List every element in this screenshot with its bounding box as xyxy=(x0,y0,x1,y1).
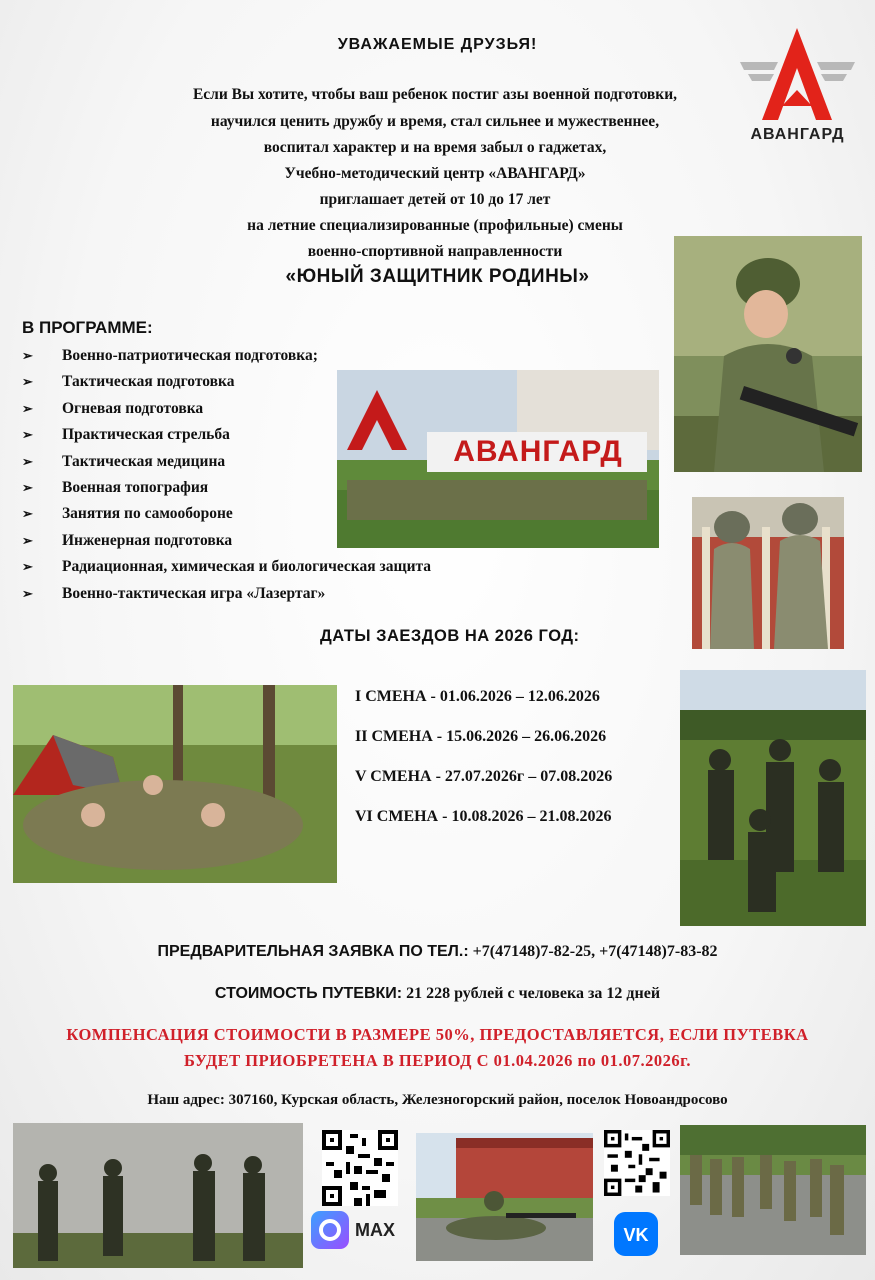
program-item-label: Огневая подготовка xyxy=(62,399,204,417)
bullet-arrow-icon: ➢ xyxy=(22,427,33,443)
cost-value: 21 228 рублей с человека за 12 дней xyxy=(406,985,661,1002)
phone-line xyxy=(0,943,875,961)
program-item xyxy=(22,581,431,607)
compensation-line-2: БУДЕТ ПРИОБРЕТЕНА В ПЕРИОД С 01.04.2026 по 01.07.2026г. xyxy=(184,1051,691,1070)
program-item-label: Военно-патриотическая подготовка; xyxy=(62,347,318,364)
program-item-label: Военно-тактическая игра «Лазертаг» xyxy=(62,584,326,602)
phone-label: ПРЕДВАРИТЕЛЬНАЯ ЗАЯВКА ПО ТЕЛ.: xyxy=(157,943,469,960)
address-line: Наш адрес: 307160, Курская область, Железногорский район, поселок Новоандросово xyxy=(147,1092,728,1108)
intro-line-3: воспитал характер и на время забыл о гаджетах, xyxy=(263,139,607,156)
program-item-label: Инженерная подготовка xyxy=(62,531,233,549)
bullet-arrow-icon: ➢ xyxy=(22,348,33,363)
shift-4: VI СМЕНА - 10.08.2026 – 21.08.2026 xyxy=(355,808,612,825)
program-item xyxy=(22,554,431,580)
program-item-label: Практическая стрельба xyxy=(62,426,230,444)
photo-camp-tent xyxy=(13,685,337,883)
qr-code-vk[interactable] xyxy=(604,1130,670,1196)
bullet-arrow-icon: ➢ xyxy=(22,585,33,601)
max-label: MAX xyxy=(355,1219,395,1240)
phone-numbers[interactable]: +7(47148)7-82-25, +7(47148)7-83-82 xyxy=(472,943,718,960)
shift-3: V СМЕНА - 27.07.2026г – 07.08.2026 xyxy=(355,768,613,785)
photo-soldiers-field xyxy=(680,670,866,926)
max-app-icon xyxy=(311,1211,349,1249)
shift-1: I СМЕНА - 01.06.2026 – 12.06.2026 xyxy=(355,688,600,705)
cost-line xyxy=(0,985,875,1003)
max-app-link[interactable] xyxy=(311,1210,411,1250)
intro-line-2: научился ценить дружбу и время, стал сильнее и мужественнее, xyxy=(210,113,660,130)
bullet-arrow-icon: ➢ xyxy=(22,532,33,548)
program-item-label: Тактическая подготовка xyxy=(62,373,235,391)
qr-code-icon xyxy=(604,1130,670,1196)
vk-app-icon xyxy=(614,1212,658,1256)
bullet-arrow-icon: ➢ xyxy=(22,479,33,495)
program-item-label: Тактическая медицина xyxy=(62,452,226,470)
program-item xyxy=(22,343,431,369)
greeting-heading: УВАЖАЕМЫЕ ДРУЗЬЯ! xyxy=(337,36,538,53)
shift-2: II СМЕНА - 15.06.2026 – 26.06.2026 xyxy=(355,728,607,745)
photo-group-sign xyxy=(337,370,659,548)
vk-label: VK xyxy=(623,1225,649,1245)
bullet-arrow-icon: ➢ xyxy=(22,374,33,390)
qr-code-max[interactable] xyxy=(322,1130,398,1206)
program-item-label: Занятия по самообороне xyxy=(62,505,233,523)
photo-boy-soldier xyxy=(674,236,862,472)
program-item-label: Военная топография xyxy=(62,478,209,496)
photo-gas-masks xyxy=(692,497,844,649)
intro-line-4: Учебно-методический центр «АВАНГАРД» xyxy=(284,165,586,182)
intro-line-7: военно-спортивной направленности xyxy=(307,243,563,260)
sign-text: АВАНГАРД xyxy=(453,435,623,468)
bullet-arrow-icon: ➢ xyxy=(22,506,33,522)
intro-line-1: Если Вы хотите, чтобы ваш ребенок постиг азы военной подготовки, xyxy=(192,86,678,103)
photo-drill-formation xyxy=(680,1125,866,1255)
bullet-arrow-icon: ➢ xyxy=(22,400,33,416)
program-heading: В ПРОГРАММЕ: xyxy=(22,318,153,337)
vk-app-link[interactable] xyxy=(614,1212,658,1256)
bullet-arrow-icon: ➢ xyxy=(22,559,33,575)
logo-text: АВАНГАРД xyxy=(750,126,845,143)
photo-prone-shooting xyxy=(416,1133,593,1261)
program-item-label: Радиационная, химическая и биологическая защита xyxy=(62,558,432,576)
dates-heading: ДАТЫ ЗАЕЗДОВ НА 2026 ГОД: xyxy=(320,627,580,645)
cost-label: СТОИМОСТЬ ПУТЕВКИ: xyxy=(214,985,403,1002)
program-title: «ЮНЫЙ ЗАЩИТНИК РОДИНЫ» xyxy=(285,266,590,287)
photo-smoke-exercise xyxy=(13,1123,303,1268)
qr-code-icon xyxy=(322,1130,398,1206)
intro-line-6: на летние специализированные (профильные) смены xyxy=(247,217,623,234)
bullet-arrow-icon: ➢ xyxy=(22,453,33,469)
compensation-line-1: КОМПЕНСАЦИЯ СТОИМОСТИ В РАЗМЕРЕ 50%, ПРЕДОСТАВЛЯЕТСЯ, ЕСЛИ ПУТЕВКА xyxy=(66,1025,809,1044)
intro-line-5: приглашает детей от 10 до 17 лет xyxy=(319,191,551,208)
